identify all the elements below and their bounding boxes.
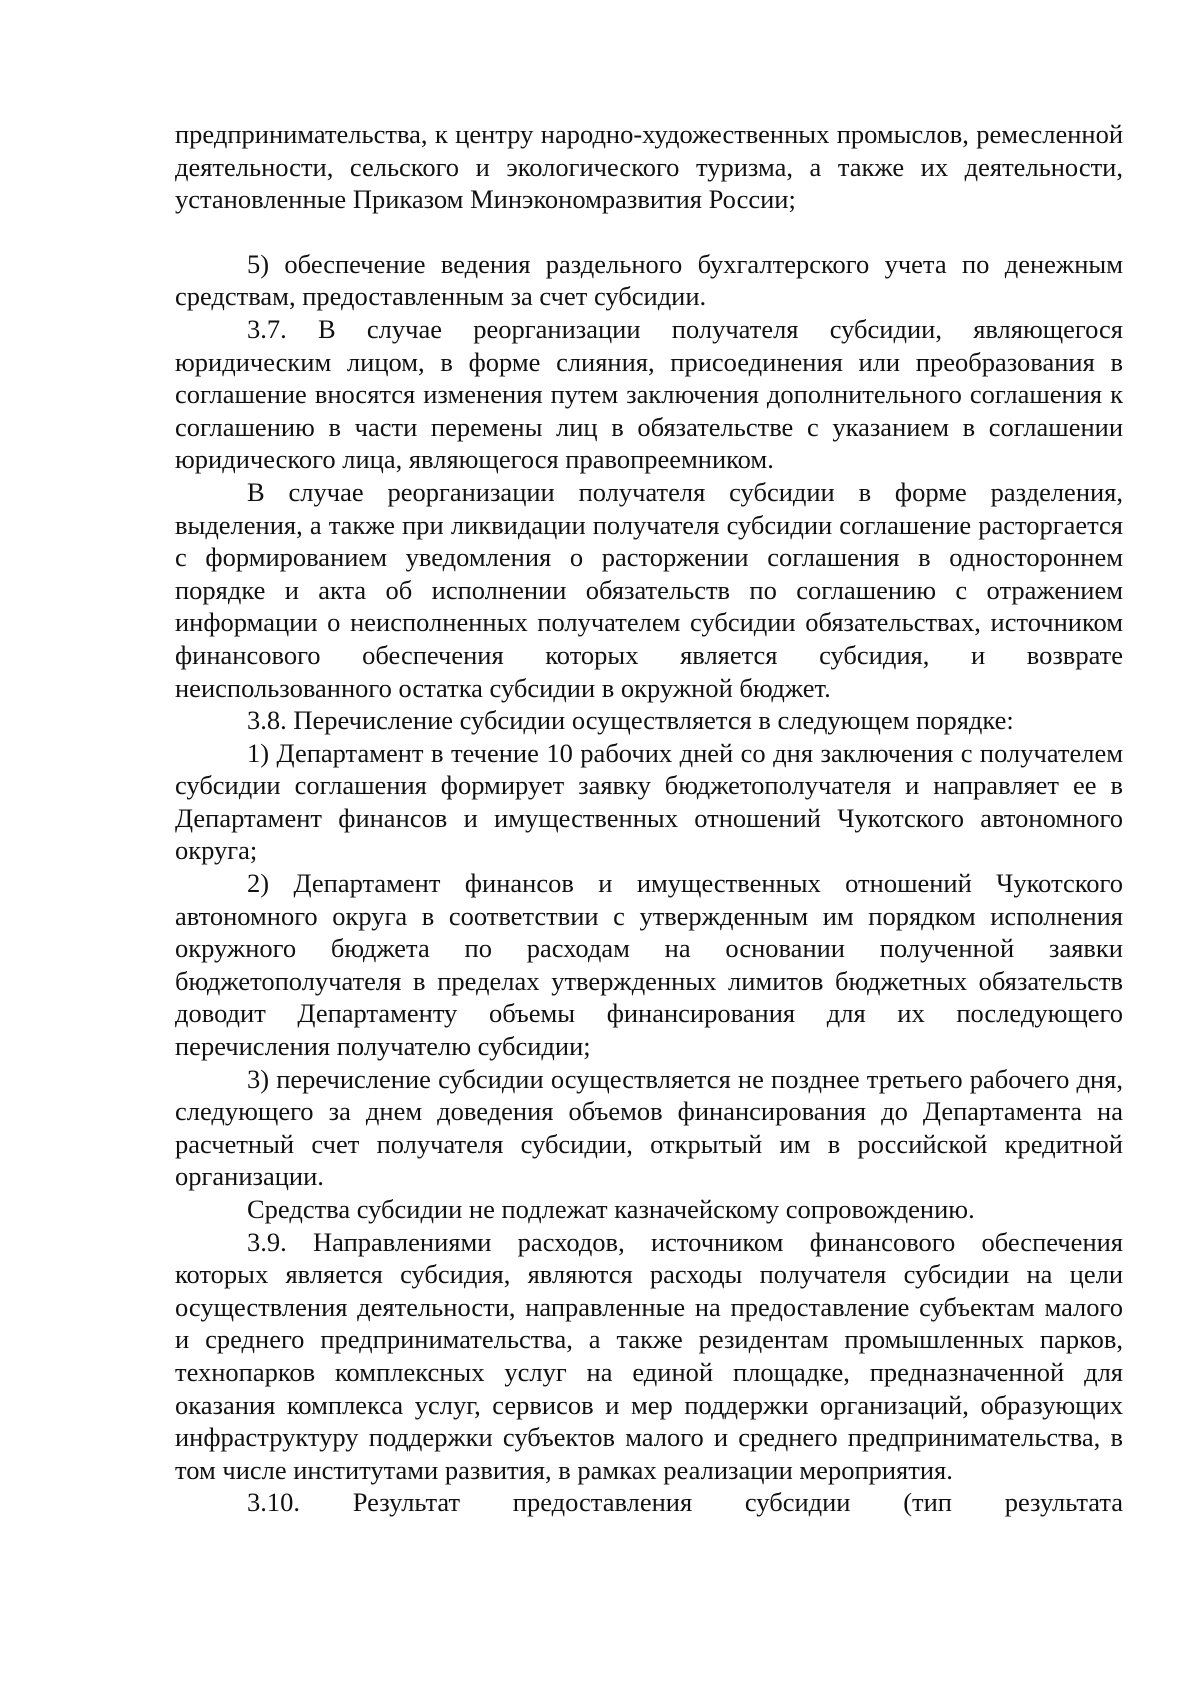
paragraph-section-3-8-item-1: 1) Департамент в течение 10 рабочих дней со дня заключения с получателем субсидии соглашения формирует заявку бюджетополучателя и направляет ее в Департамент финансов и имущественных отношений Чукотского автономного округа;: [175, 737, 1123, 866]
paragraph-section-3-7: 3.7. В случае реорганизации получателя субсидии, являющегося юридическим лицом, в форме слияния, присоединения или преобразования в соглашение вносятся изменения путем заключения дополнительного соглашения к соглашению в части перемены лиц в обязательстве с указанием в соглашении юридического лица, являющегося правопреемником.: [175, 313, 1123, 475]
paragraph-section-3-9: 3.9. Направлениями расходов, источником финансового обеспечения которых является субсидия, являются расходы получателя субсидии на цели осуществления деятельности, направленные на предоставление субъектам малого и среднего предпринимательства, а также резидентам промышленных парков, технопарков комплексных услуг на единой площадке, предназначенной для оказания комплекса услуг, сервисов и мер поддержки организаций, образующих инфраструктуру поддержки субъектов малого и среднего предпринимательства, в том числе институтами развития, в рамках реализации мероприятия.: [175, 1226, 1123, 1485]
paragraph-section-3-8-item-3: 3) перечисление субсидии осуществляется не позднее третьего рабочего дня, следующего за днем доведения объемов финансирования до Департамента на расчетный счет получателя субсидии, открытый им в российской кредитной организации.: [175, 1063, 1123, 1192]
document-page: [175, 118, 1123, 1519]
paragraph-continuation: предпринимательства, к центру народно-художественных промыслов, ремесленной деятельности, сельского и экологического туризма, а также их деятельности, установленные Приказом Минэкономразвития России;: [175, 119, 1123, 215]
paragraph-section-3-7-reorganization: В случае реорганизации получателя субсидии в форме разделения, выделения, а также при ликвидации получателя субсидии соглашение расторгается с формированием уведомления о расторжении соглашения в одностороннем порядке и акта об исполнении обязательств по соглашению с отражением информации о неисполненных получателем субсидии обязательствах, источником финансового обеспечения которых является субсидия, и возврате неиспользованного остатка субсидии в окружной бюджет.: [175, 476, 1123, 703]
paragraph-section-3-10: 3.10. Результат предоставления субсидии (тип результата: [247, 1487, 1123, 1518]
paragraph-section-3-8-note: Средства субсидии не подлежат казначейскому сопровождению.: [247, 1194, 975, 1224]
paragraph-item-5: 5) обеспечение ведения раздельного бухгалтерского учета по денежным средствам, предоставленным за счет субсидии.: [175, 248, 1123, 312]
paragraph-section-3-8-item-2: 2) Департамент финансов и имущественных отношений Чукотского автономного округа в соответствии с утвержденным им порядком исполнения окружного бюджета по расходам на основании полученной заявки бюджетополучателя в пределах утвержденных лимитов бюджетных обязательств доводит Департаменту объемы финансирования для их последующего перечисления получателю субсидии;: [175, 868, 1123, 1062]
paragraph-section-3-8: 3.8. Перечисление субсидии осуществляется в следующем порядке:: [247, 705, 1014, 736]
